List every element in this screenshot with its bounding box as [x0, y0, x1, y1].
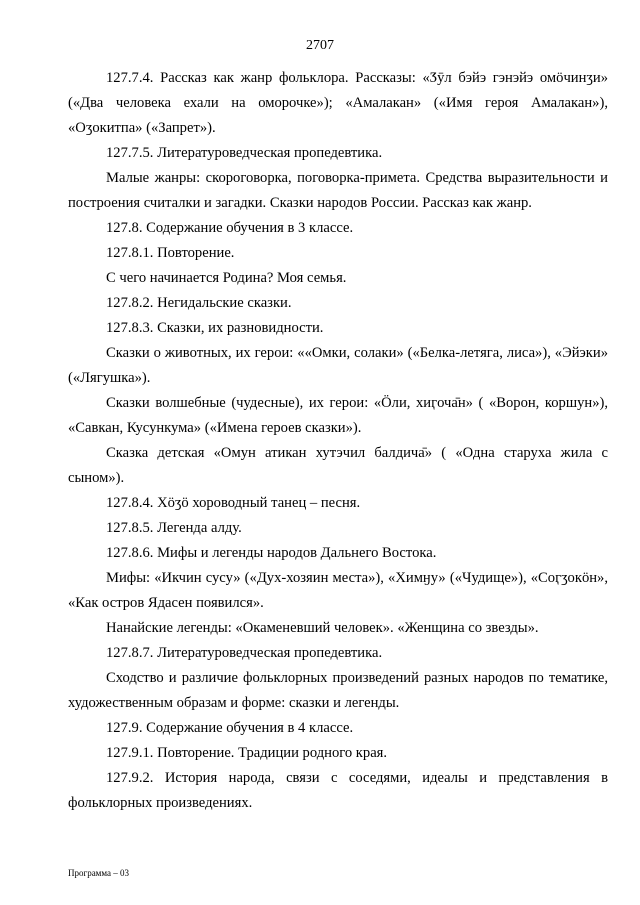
- paragraph: 127.8.3. Сказки, их разновидности.: [106, 320, 324, 336]
- paragraph: Нанайские легенды: «Окаменевший человек». «Женщина со звезды».: [106, 620, 539, 636]
- paragraph: Сказка детская «Омун атикан хутэчил балдича̄» ( «Одна старуха жила с сыном»).: [68, 445, 608, 486]
- paragraph: Мифы: «Икчин сусу» («Дух-хозяин места»), «Химӈу» («Чудище»), «Соӷӡокӧн», «Как остров Ядасен появился».: [68, 570, 608, 611]
- paragraph: 127.7.4. Рассказ как жанр фольклора. Рассказы: «Ӡӯл бэйэ гэнэйэ омӧчинӡи» («Два человека ехали на оморочке»); «Амалакан» («Имя героя Амалакан»), «Оӡокитпа» («Запрет»).: [68, 70, 608, 136]
- paragraph: Сказки о животных, их герои: ««Омки, солаки» («Белка-летяга, лиса»), «Эйэки» («Лягушка»).: [68, 345, 608, 386]
- paragraph: Сходство и различие фольклорных произведений разных народов по тематике, художественным образам и форме: сказки и легенды.: [68, 670, 608, 711]
- paragraph: 127.8. Содержание обучения в 3 классе.: [106, 220, 354, 236]
- footer-label: Программа – 03: [68, 868, 130, 878]
- paragraph: 127.7.5. Литературоведческая пропедевтика.: [106, 145, 383, 161]
- paragraph: 127.8.6. Мифы и легенды народов Дальнего Востока.: [106, 545, 437, 561]
- paragraph: Сказки волшебные (чудесные), их герои: «Ӧли, хиӷоча̄н» ( «Ворон, коршун»), «Савкан, Кусункума» («Имена героев сказки»).: [68, 395, 608, 436]
- paragraph: 127.8.5. Легенда алду.: [106, 520, 242, 536]
- paragraph: 127.8.4. Хӧӡӧ хороводный танец – песня.: [106, 495, 361, 511]
- paragraph: 127.8.1. Повторение.: [106, 245, 235, 261]
- page-number: 2707: [306, 38, 334, 53]
- paragraph: 127.8.7. Литературоведческая пропедевтика.: [106, 645, 383, 661]
- paragraph: 127.9. Содержание обучения в 4 классе.: [106, 720, 354, 736]
- paragraph: С чего начинается Родина? Моя семья.: [106, 270, 347, 286]
- paragraph: Малые жанры: скороговорка, поговорка-примета. Средства выразительности и построения считалки и загадки. Сказки народов России. Рассказ как жанр.: [68, 170, 608, 211]
- document-body: [68, 66, 608, 816]
- paragraph: 127.9.2. История народа, связи с соседями, идеалы и представления в фольклорных произведениях.: [68, 770, 608, 811]
- paragraph: 127.8.2. Негидальские сказки.: [106, 295, 292, 311]
- paragraph: 127.9.1. Повторение. Традиции родного края.: [106, 745, 388, 761]
